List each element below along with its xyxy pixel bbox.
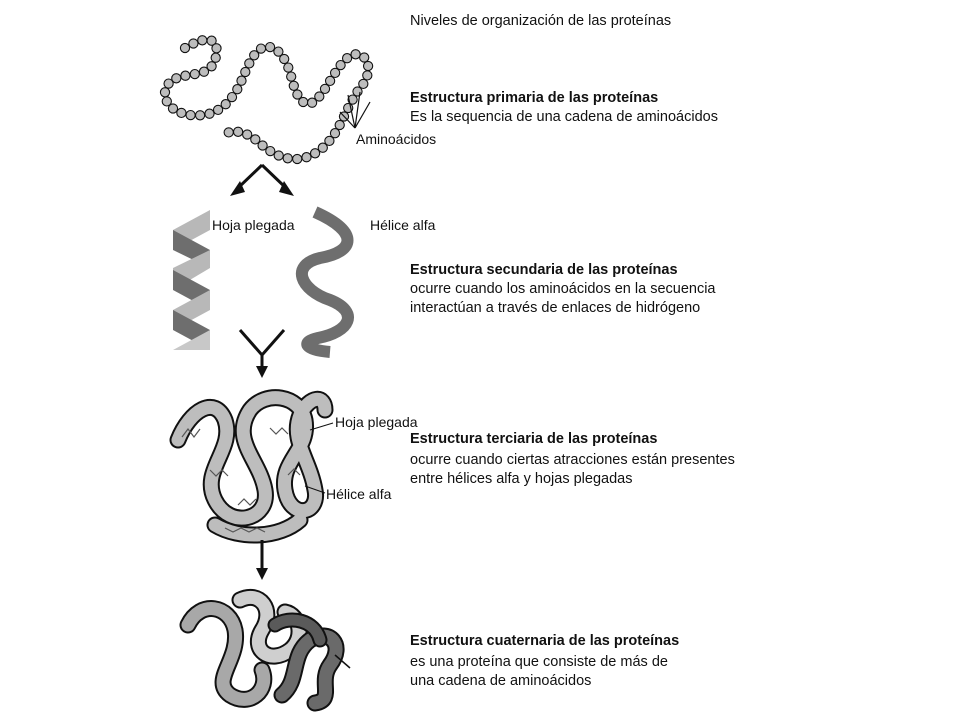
amino-acid-bead [299, 97, 308, 106]
amino-acid-bead [283, 154, 292, 163]
amino-acid-bead [287, 72, 296, 81]
amino-acid-bead [160, 88, 169, 97]
tertiary-sheet-label: Hoja plegada [335, 414, 418, 430]
amino-acid-bead [256, 44, 265, 53]
amino-acid-bead [234, 127, 243, 136]
primary-heading [410, 89, 658, 108]
amino-acid-bead [233, 85, 242, 94]
amino-acid-bead [245, 59, 254, 68]
quaternary-heading-text: Estructura cuaternaria de las proteínas [410, 633, 680, 649]
quaternary-description-1: es una proteína que consiste de más de [410, 654, 668, 670]
amino-acid-bead [364, 61, 373, 70]
amino-acid-bead [199, 67, 208, 76]
alpha-helix [302, 212, 348, 352]
tertiary-description-2: entre hélices alfa y hojas plegadas [410, 471, 633, 487]
tertiary-helix-label: Hélice alfa [326, 486, 392, 502]
quaternary-heading [410, 632, 679, 651]
amino-acid-beads [160, 36, 372, 164]
secondary-description-2: interactúan a través de enlaces de hidrógeno [410, 300, 701, 316]
aminoacids-label: Aminoácidos [356, 131, 437, 147]
tertiary-description-1: ocurre cuando ciertas atracciones están presentes [410, 452, 735, 468]
amino-acid-bead [351, 50, 360, 59]
amino-acid-bead [335, 120, 344, 129]
secondary-description-1: ocurre cuando los aminoácidos en la secuencia [410, 281, 716, 297]
quaternary-description-2: una cadena de aminoácidos [410, 673, 592, 689]
amino-acid-bead [302, 153, 311, 162]
merge-arrow [240, 330, 284, 368]
amino-acid-bead [205, 109, 214, 118]
diagram-title: Niveles de organización de las proteínas [410, 13, 672, 29]
amino-acid-bead [251, 135, 260, 144]
split-arrow [238, 165, 286, 188]
amino-acid-bead [224, 128, 233, 137]
down-arrow-head [256, 568, 268, 580]
sheet-label: Hoja plegada [212, 217, 295, 233]
secondary-heading-text: Estructura secundaria de las proteínas [410, 262, 678, 278]
amino-acid-bead [343, 54, 352, 63]
amino-acid-bead [353, 87, 362, 96]
amino-acid-bead [196, 111, 205, 120]
amino-acid-bead [363, 71, 372, 80]
amino-acid-bead [241, 67, 250, 76]
helix-label: Hélice alfa [370, 217, 436, 233]
primary-heading-text: Estructura primaria de las proteínas [410, 90, 659, 106]
amino-acid-bead [180, 43, 189, 52]
quaternary-complex [188, 597, 350, 703]
amino-acid-bead [189, 39, 198, 48]
amino-acid-bead [212, 44, 221, 53]
amino-acid-bead [243, 130, 252, 139]
amino-acid-bead [186, 111, 195, 120]
amino-acid-bead [311, 149, 320, 158]
amino-acid-bead [237, 76, 246, 85]
bead-chain-path [165, 40, 368, 159]
secondary-heading [410, 261, 678, 280]
amino-acid-bead [293, 154, 302, 163]
amino-acid-bead [360, 53, 369, 62]
amino-acid-bead [168, 104, 177, 113]
primary-description: Es la sequencia de una cadena de aminoácidos [410, 109, 718, 125]
amino-acid-bead [284, 63, 293, 72]
amino-acid-bead [164, 79, 173, 88]
pleated-sheet [173, 210, 210, 350]
amino-acid-bead [211, 53, 220, 62]
amino-acid-bead [274, 151, 283, 160]
amino-acid-bead [266, 43, 275, 52]
amino-acid-bead [280, 54, 289, 63]
amino-acid-bead [198, 36, 207, 45]
amino-acid-bead [190, 70, 199, 79]
tertiary-heading [410, 430, 657, 449]
tertiary-fold [178, 398, 325, 535]
merge-arrow-head [256, 366, 268, 378]
amino-acid-bead [289, 81, 298, 90]
tertiary-heading-text: Estructura terciaria de las proteínas [410, 431, 658, 447]
amino-acid-bead [181, 71, 190, 80]
amino-acid-bead [177, 108, 186, 117]
